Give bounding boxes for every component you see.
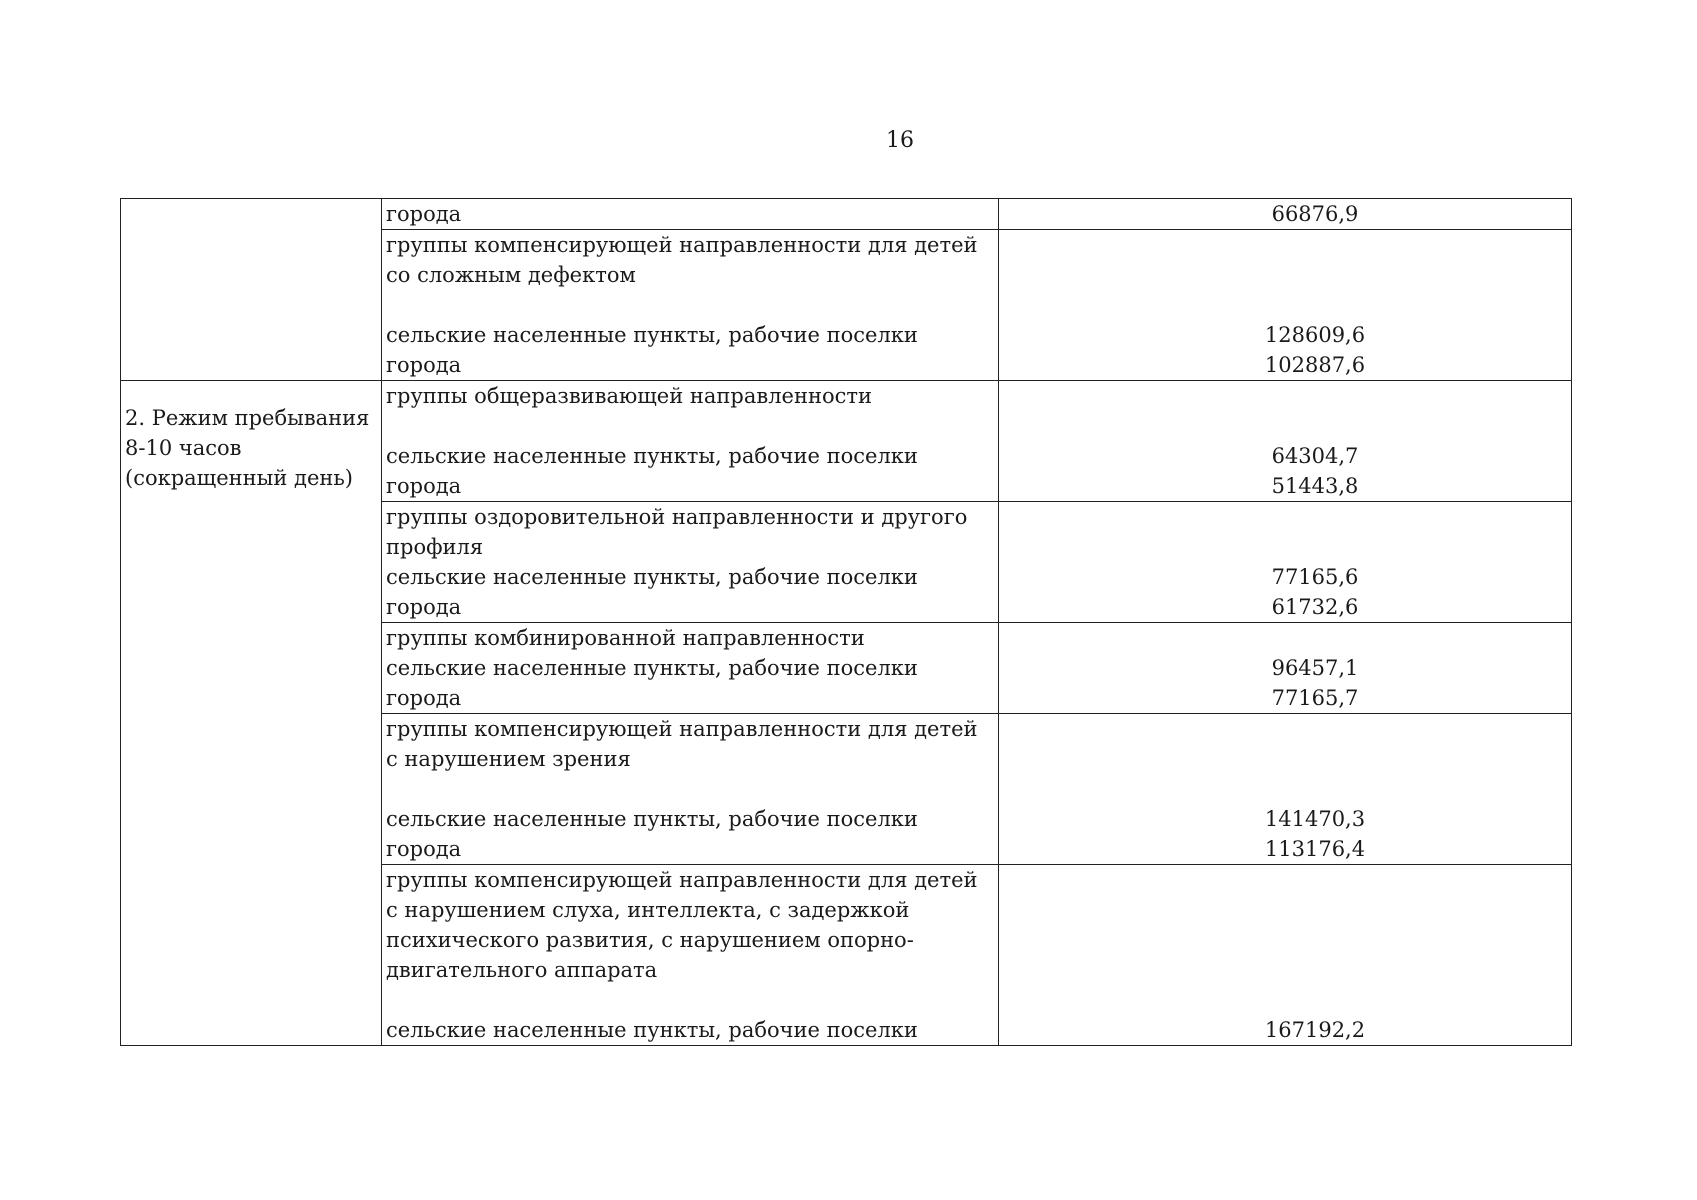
settlement-type-label: сельские населенные пункты, рабочие поселки <box>386 656 918 680</box>
group-heading-line: группы оздоровительной направленности и другого <box>386 505 968 529</box>
cost-value: 102887,6 <box>1264 353 1366 377</box>
cost-value: 64304,7 <box>1271 444 1359 468</box>
value-spacer <box>1003 623 1567 653</box>
blank-line <box>386 290 994 320</box>
group-heading-line: двигательного аппарата <box>386 958 658 982</box>
cost-value: 96457,1 <box>1271 656 1359 680</box>
table-body <box>121 199 1572 1046</box>
group-heading-line: со сложным дефектом <box>386 263 636 287</box>
table-row <box>121 199 1572 230</box>
value-spacer <box>1003 260 1567 290</box>
tariff-table <box>120 198 1572 1046</box>
cost-value: 77165,7 <box>1271 686 1359 710</box>
mode-label <box>125 199 377 221</box>
settlement-type-label: города <box>386 686 462 710</box>
mode-cell <box>121 199 382 381</box>
group-label-cell <box>382 714 999 865</box>
value-spacer <box>1003 502 1567 532</box>
value-spacer <box>1003 230 1567 260</box>
group-heading-line: группы комбинированной направленности <box>386 626 865 650</box>
blank-line <box>386 985 994 1015</box>
group-label-cell <box>382 199 999 230</box>
mode-cell <box>121 381 382 1046</box>
value-spacer <box>1003 744 1567 774</box>
settlement-type-label: сельские населенные пункты, рабочие поселки <box>386 444 918 468</box>
group-value-cell <box>999 230 1572 381</box>
table-row <box>121 381 1572 502</box>
page-number: 16 <box>886 128 914 153</box>
cost-value: 113176,4 <box>1264 837 1366 861</box>
settlement-type-label: города <box>386 595 462 619</box>
group-heading-line: профиля <box>386 535 484 559</box>
value-spacer <box>1003 714 1567 744</box>
value-spacer <box>1003 381 1567 411</box>
group-value-cell <box>999 714 1572 865</box>
cost-value: 61732,6 <box>1271 595 1359 619</box>
value-spacer <box>1003 925 1567 955</box>
settlement-type-label: города <box>386 202 462 226</box>
group-label-cell <box>382 230 999 381</box>
settlement-type-label: города <box>386 353 462 377</box>
group-value-cell <box>999 623 1572 714</box>
settlement-type-label: сельские населенные пункты, рабочие поселки <box>386 1018 918 1042</box>
value-spacer <box>1003 865 1567 895</box>
value-spacer <box>1003 955 1567 985</box>
blank-line <box>386 411 994 441</box>
cost-value: 141470,3 <box>1264 807 1366 831</box>
value-spacer <box>1003 290 1567 320</box>
group-heading-line: группы компенсирующей направленности для детей <box>386 233 978 257</box>
group-label-cell <box>382 865 999 1046</box>
group-heading-line: психического развития, с нарушением опорно- <box>386 928 914 952</box>
value-spacer <box>1003 411 1567 441</box>
group-heading-line: группы компенсирующей направленности для детей <box>386 717 978 741</box>
group-heading-line: с нарушением слуха, интеллекта, с задержкой <box>386 898 910 922</box>
cost-value: 167192,2 <box>1264 1018 1366 1042</box>
cost-value: 66876,9 <box>1271 202 1359 226</box>
value-spacer <box>1003 985 1567 1015</box>
group-value-cell <box>999 199 1572 230</box>
group-heading-line: группы компенсирующей направленности для детей <box>386 868 978 892</box>
settlement-type-label: города <box>386 474 462 498</box>
group-value-cell <box>999 381 1572 502</box>
settlement-type-label: города <box>386 837 462 861</box>
blank-line <box>386 774 994 804</box>
settlement-type-label: сельские населенные пункты, рабочие поселки <box>386 565 918 589</box>
group-label-cell <box>382 381 999 502</box>
cost-value: 51443,8 <box>1271 474 1359 498</box>
value-spacer <box>1003 532 1567 562</box>
group-label-cell <box>382 502 999 623</box>
value-spacer <box>1003 774 1567 804</box>
group-label-cell <box>382 623 999 714</box>
cost-value: 128609,6 <box>1264 323 1366 347</box>
group-heading-line: группы общеразвивающей направленности <box>386 384 872 408</box>
cost-value: 77165,6 <box>1271 565 1359 589</box>
mode-label: 2. Режим пребывания 8-10 часов (сокращенный день) <box>125 406 370 490</box>
group-value-cell <box>999 865 1572 1046</box>
value-spacer <box>1003 895 1567 925</box>
group-heading-line: с нарушением зрения <box>386 747 631 771</box>
group-value-cell <box>999 502 1572 623</box>
settlement-type-label: сельские населенные пункты, рабочие поселки <box>386 323 918 347</box>
settlement-type-label: сельские населенные пункты, рабочие поселки <box>386 807 918 831</box>
